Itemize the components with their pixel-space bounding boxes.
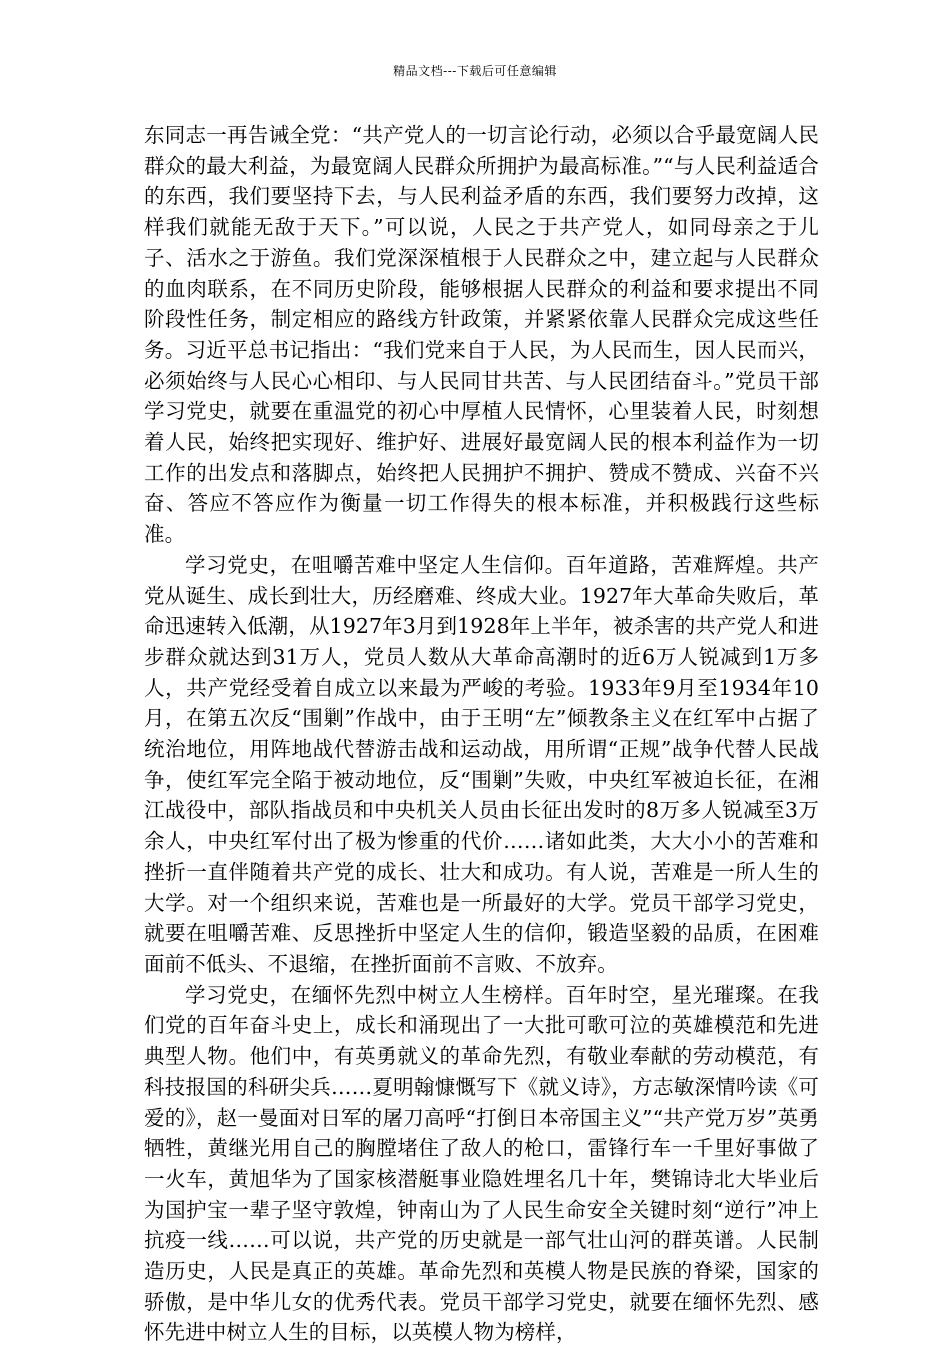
page-header: 精品文档---下载后可任意编辑 (393, 64, 557, 78)
body-text (144, 120, 819, 1348)
paragraph-martyrs-role-models: 学习党史，在缅怀先烈中树立人生榜样。百年时空，星光璀璨。在我们党的百年奋斗史上，成长和涌现出了一大批可歌可泣的英雄模范和先进典型人物。他们中，有英勇就义的革命先烈，有敬业奉献的劳动模范，有科技报国的科研尖兵……夏明翰慷慨写下《就义诗》，方志敏深情吟读《可爱的》，赵一曼面对日军的屠刀高呼“打倒日本帝国主义”“共产党万岁”英勇牺牲，黄继光用自己的胸膛堵住了敌人的枪口，雷锋行车一千里好事做了一火车，黄旭华为了国家核潜艇事业隐姓埋名几十年，樊锦诗北大毕业后为国护宝一辈子坚守敦煌，钟南山为了人民生命安全关键时刻“逆行”冲上抗疫一线……可以说，共产党的历史就是一部气壮山河的群英谱。人民制造历史，人民是真正的英雄。革命先烈和英模人物是民族的脊梁，国家的骄傲，是中华儿女的优秀代表。党员干部学习党史，就要在缅怀先烈、感怀先进中树立人生的目标，以英模人物为榜样， (144, 982, 819, 1345)
paragraph-hardship-belief: 学习党史，在咀嚼苦难中坚定人生信仰。百年道路，苦难辉煌。共产党从诞生、成长到壮大，历经磨难、终成大业。1927年大革命失败后，革命迅速转入低潮，从1927年3月到1928年上半年，被杀害的共产党人和进步群众就达到31万人，党员人数从大革命高潮时的近6万人锐减到1万多人，共产党经受着自成立以来最为严峻的考验。1933年9月至1934年10月，在第五次反“围剿”作战中，由于王明“左”倾教条主义在红军中占据了统治地位，用阵地战代替游击战和运动战，用所谓“正规”战争代替人民战争，使红军完全陷于被动地位，反“围剿”失败，中央红军被迫长征，在湘江战役中，部队指战员和中央机关人员由长征出发时的8万多人锐减至3万余人，中央红军付出了极为惨重的代价……诸如此类，大大小小的苦难和挫折一直伴随着共产党的成长、壮大和成功。有人说，苦难是一所人生的大学。对一个组织来说，苦难也是一所最好的大学。党员干部学习党史，就要在咀嚼苦难、反思挫折中坚定人生的信仰，锻造坚毅的品质，在困难面前不低头、不退缩，在挫折面前不言败、不放弃。 (144, 552, 820, 976)
paragraph-people-interests: 东同志一再告诫全党：“共产党人的一切言论行动，必须以合乎最宽阔人民群众的最大利益，为最宽阔人民群众所拥护为最高标准。”“与人民利益适合的东西，我们要坚持下去，与人民利益矛盾的东西，我们要努力改掉，这样我们就能无敌于天下。”可以说，人民之于共产党人，如同母亲之于儿子、活水之于游鱼。我们党深深植根于人民群众之中，建立起与人民群众的血肉联系，在不同历史阶段，能够根据人民群众的利益和要求提出不同阶段性任务，制定相应的路线方针政策，并紧紧依靠人民群众完成这些任务。习近平总书记指出：“我们党来自于人民，为人民而生，因人民而兴，必须始终与人民心心相印、与人民同甘共苦、与人民团结奋斗。”党员干部学习党史，就要在重温党的初心中厚植人民情怀，心里装着人民，时刻想着人民，始终把实现好、维护好、进展好最宽阔人民的根本利益作为一切工作的出发点和落脚点，始终把人民拥护不拥护、赞成不赞成、兴奋不兴奋、答应不答应作为衡量一切工作得失的根本标准，并积极践行这些标准。 (144, 123, 819, 547)
